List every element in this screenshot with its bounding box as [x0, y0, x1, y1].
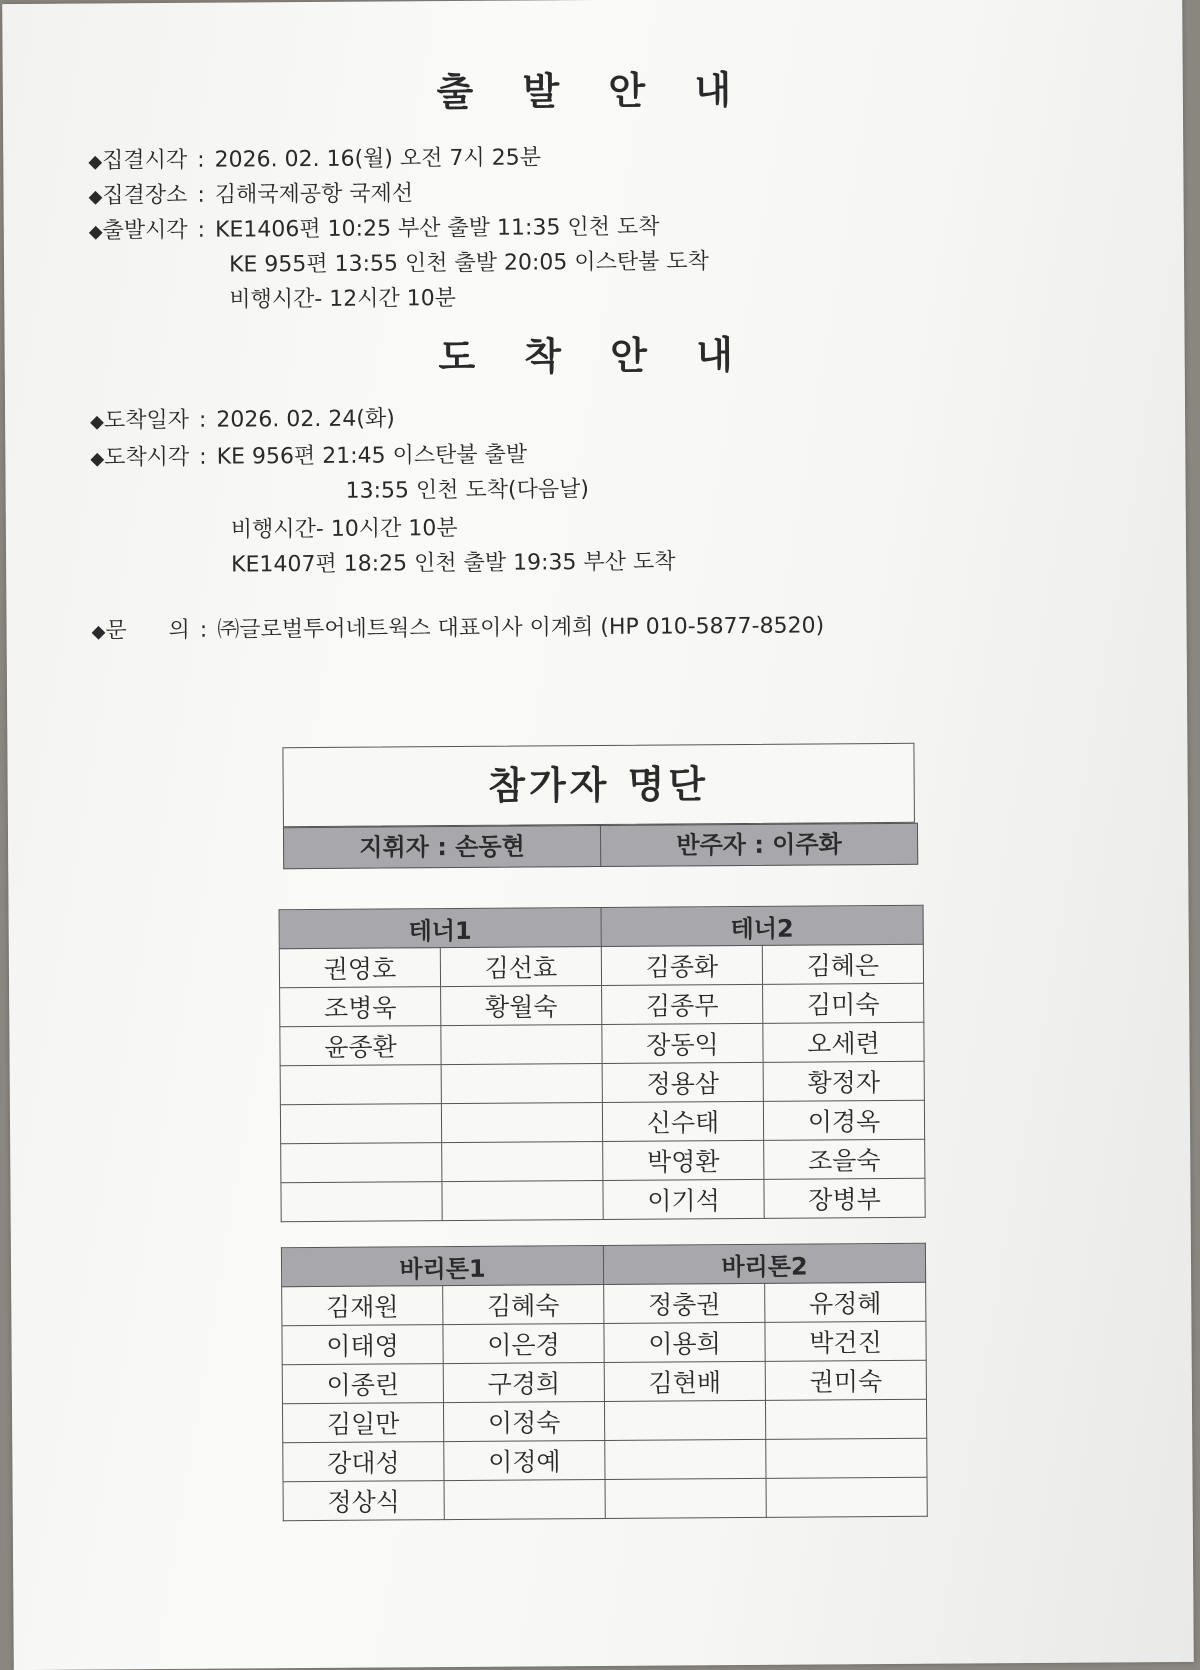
arrival-row-time: ◆도착시각 : KE 956편 21:45 이스탄불 출발	[90, 437, 527, 471]
baritone1-header: 바리톤1	[281, 1245, 603, 1286]
table-row	[279, 944, 923, 987]
table-row	[280, 1061, 924, 1104]
table-cell: 오세련	[763, 1022, 924, 1062]
row-value: ㈜글로벌투어네트웍스 대표이사 이계희 (HP 010-5877-8520)	[217, 613, 825, 643]
table-cell: 김혜은	[762, 944, 923, 984]
table-row	[280, 1100, 924, 1143]
departure-title: 출 발 안 내	[436, 67, 750, 115]
leader-bar	[283, 823, 918, 869]
row-label: 도착일자	[103, 407, 190, 434]
inquiry-row: ◆문 의 : ㈜글로벌투어네트웍스 대표이사 이계희 (HP 010-5877-8520)	[91, 613, 825, 644]
table-cell: 권영호	[279, 948, 440, 988]
table-cell: 김일만	[282, 1403, 443, 1443]
diamond-bullet-icon: ◆	[88, 151, 103, 173]
tenor2-header: 테너2	[601, 905, 923, 946]
departure-flight-2: KE 955편 13:55 인천 출발 20:05 이스탄불 도착	[228, 249, 709, 278]
table-cell: 김종화	[601, 945, 762, 985]
table-cell: 이종린	[282, 1364, 443, 1404]
accompanist-label: 반주자 : 이주화	[600, 824, 917, 866]
diamond-bullet-icon: ◆	[91, 621, 106, 643]
table-cell: 정상식	[283, 1481, 444, 1521]
table-row	[282, 1399, 926, 1442]
arrival-line-2: 13:55 인천 도착(다음날)	[345, 477, 590, 504]
table-cell: 김종무	[602, 984, 763, 1024]
table-cell: 조을숙	[764, 1139, 925, 1179]
departure-row-assembly-time: ◆집결시각 : 2026. 02. 16(월) 오전 7시 25분	[88, 140, 541, 174]
table-cell: 황정자	[763, 1061, 924, 1101]
table-cell: 신수태	[602, 1101, 763, 1141]
table-cell	[281, 1143, 442, 1183]
table-cell: 이정예	[444, 1440, 605, 1480]
table-cell: 박건진	[765, 1321, 926, 1361]
table-cell	[605, 1439, 766, 1479]
table-cell	[441, 1024, 602, 1064]
table-row	[280, 1022, 924, 1065]
table-cell: 황월숙	[441, 985, 602, 1025]
diamond-bullet-icon: ◆	[88, 186, 103, 208]
row-label: 집결시각	[102, 147, 188, 174]
table-cell: 김미숙	[763, 983, 924, 1023]
row-value: KE 956편 21:45 이스탄불 출발	[216, 442, 528, 470]
table-cell: 이경옥	[763, 1100, 924, 1140]
arrival-title: 도 착 안 내	[438, 332, 752, 380]
table-cell: 조병욱	[280, 987, 441, 1027]
table-cell: 김혜숙	[443, 1284, 604, 1324]
table-row	[283, 1438, 927, 1481]
table-cell	[766, 1438, 927, 1478]
table-cell	[441, 1102, 602, 1142]
table-row	[282, 1282, 926, 1325]
row-label: 문 의	[105, 617, 190, 644]
table-cell	[442, 1180, 603, 1220]
table-cell	[442, 1141, 603, 1181]
table-cell: 김재원	[282, 1286, 443, 1326]
table-row	[283, 1477, 927, 1520]
row-value: KE1406편 10:25 부산 출발 11:35 인천 도착	[214, 214, 660, 243]
row-label: 출발시각	[102, 217, 188, 244]
table-header-row	[281, 1243, 925, 1286]
table-cell	[280, 1104, 441, 1144]
table-cell	[604, 1400, 765, 1440]
baritone2-header: 바리톤2	[603, 1243, 925, 1284]
arrival-row-date: ◆도착일자 : 2026. 02. 24(화)	[90, 401, 395, 434]
table-cell: 권미숙	[765, 1360, 926, 1400]
departure-row-departure-time: ◆출발시각 : KE1406편 10:25 부산 출발 11:35 인천 도착	[88, 214, 660, 244]
table-cell: 강대성	[283, 1442, 444, 1482]
table-cell: 장병부	[764, 1178, 925, 1218]
table-cell: 이태영	[282, 1325, 443, 1365]
row-label: 집결장소	[102, 182, 188, 209]
tenor-table	[279, 905, 926, 1222]
diamond-bullet-icon: ◆	[90, 411, 105, 433]
table-cell: 장동익	[602, 1023, 763, 1063]
document-page	[2, 0, 1194, 1670]
table-cell: 박영환	[603, 1140, 764, 1180]
table-cell: 정용삼	[602, 1062, 763, 1102]
departure-flight-time: 비행시간- 12시간 10분	[229, 285, 457, 313]
diamond-bullet-icon: ◆	[90, 448, 105, 470]
table-cell	[766, 1477, 927, 1517]
table-row	[282, 1360, 926, 1403]
table-cell	[280, 1065, 441, 1105]
table-cell: 이정숙	[443, 1401, 604, 1441]
table-header-row	[279, 905, 923, 948]
baritone-table	[281, 1243, 928, 1521]
table-cell: 이기석	[603, 1179, 764, 1219]
table-row	[282, 1321, 926, 1364]
diamond-bullet-icon: ◆	[88, 221, 103, 243]
table-cell: 유정혜	[765, 1282, 926, 1322]
table-cell	[765, 1399, 926, 1439]
table-cell	[281, 1182, 442, 1222]
arrival-flight-domestic: KE1407편 18:25 인천 출발 19:35 부산 도착	[231, 549, 676, 578]
table-cell: 이용희	[604, 1322, 765, 1362]
row-value: 김해국제공항 국제선	[214, 181, 414, 208]
table-cell: 이은경	[443, 1323, 604, 1363]
departure-row-assembly-place: ◆집결장소 : 김해국제공항 국제선	[88, 176, 413, 209]
table-cell: 김현배	[604, 1361, 765, 1401]
conductor-label: 지휘자 : 손동현	[359, 832, 525, 862]
tenor1-header: 테너1	[279, 907, 601, 948]
roster-title: 참가자 명단	[282, 743, 915, 827]
table-row	[280, 983, 924, 1026]
table-cell	[441, 1063, 602, 1103]
row-value: 2026. 02. 24(화)	[216, 406, 395, 433]
table-cell: 김선효	[440, 946, 601, 986]
table-row	[281, 1139, 925, 1182]
row-label: 도착시각	[104, 444, 190, 471]
table-cell	[444, 1479, 605, 1519]
row-value: 2026. 02. 16(월) 오전 7시 25분	[214, 145, 542, 173]
arrival-flight-time: 비행시간- 10시간 10분	[230, 515, 458, 543]
table-cell	[605, 1478, 766, 1518]
table-cell: 윤종환	[280, 1026, 441, 1066]
table-cell: 구경희	[443, 1362, 604, 1402]
table-row	[281, 1178, 925, 1221]
table-cell: 정충권	[604, 1283, 765, 1323]
